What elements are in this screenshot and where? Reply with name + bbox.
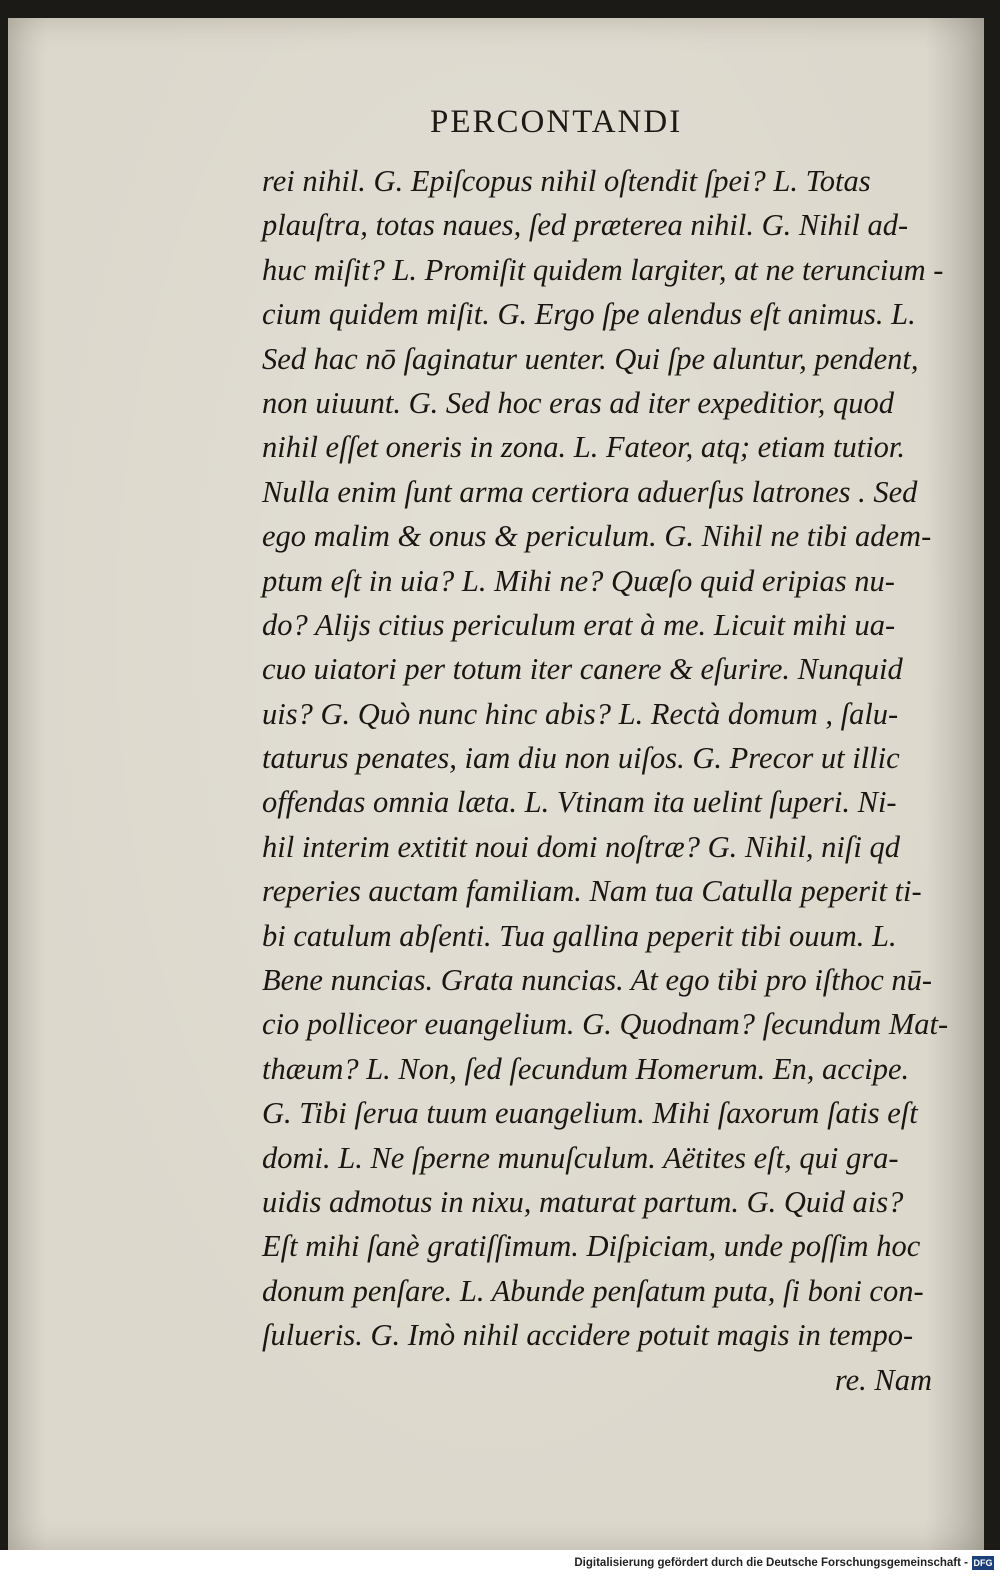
- text-line: cio polliceor euangelium. G. Quodnam? ſecundum Mat-: [262, 1007, 949, 1042]
- running-title: PERCONTANDI: [430, 104, 683, 140]
- text-line: bi catulum abſenti. Tua gallina peperit tibi ouum. L.: [262, 918, 897, 953]
- text-line: uidis admotus in nixu, maturat partum. G. Quid ais?: [262, 1184, 904, 1219]
- text-line: donum penſare. L. Abunde penſatum puta, ſi boni con-: [262, 1273, 924, 1308]
- text-line: Sed hac nō ſaginatur uenter. Qui ſpe aluntur, pendent,: [262, 341, 919, 376]
- dfg-credit: Digitalisierung gefördert durch die Deutsche Forschungsgemeinschaft -: [574, 1557, 968, 1569]
- page-body: [262, 159, 949, 1402]
- text-line: domi. L. Ne ſperne munuſculum. Aëtites eſt, qui gra-: [262, 1140, 899, 1175]
- digitization-footer: [0, 1550, 1000, 1579]
- text-line: Nulla enim ſunt arma certiora aduerſus latrones . Sed: [262, 474, 918, 509]
- text-line: taturus penates, iam diu non uiſos. G. Precor ut illic: [262, 741, 900, 776]
- text-line: G. Tibi ſerua tuum euangelium. Mihi ſaxorum ſatis eſt: [262, 1096, 918, 1131]
- text-line: hil interim extitit noui domi noſtræ? G. Nihil, niſi qd: [262, 829, 900, 864]
- text-line: non uiuunt. G. Sed hoc eras ad iter expeditior, quod: [262, 385, 894, 420]
- text-line: nihil eſſet oneris in zona. L. Fateor, atq; etiam tutior.: [262, 430, 906, 465]
- text-line: cium quidem miſit. G. Ergo ſpe alendus eſt animus. L.: [262, 297, 916, 332]
- dfg-logo-icon[interactable]: DFG: [973, 1558, 993, 1568]
- text-line: offendas omnia læta. L. Vtinam ita uelint ſuperi. Ni-: [262, 785, 897, 820]
- text-line: thæum? L. Non, ſed ſecundum Homerum. En, accipe.: [262, 1051, 910, 1086]
- text-line: Eſt mihi ſanè gratiſſimum. Diſpiciam, unde poſſim hoc: [262, 1229, 921, 1264]
- text-line: huc miſit? L. Promiſit quidem largiter, at ne teruncium -: [262, 252, 944, 287]
- text-line: do? Alijs citius periculum erat à me. Licuit mihi ua-: [262, 607, 896, 642]
- catchword: re. Nam: [834, 1362, 932, 1397]
- text-line: uis? G. Quò nunc hinc abis? L. Rectà domum , ſalu-: [262, 696, 899, 731]
- text-line: Bene nuncias. Grata nuncias. At ego tibi pro iſthoc nū-: [262, 963, 933, 998]
- text-line: plauſtra, totas naues, ſed præterea nihil. G. Nihil ad-: [262, 208, 909, 243]
- text-line: ptum eſt in uia? L. Mihi ne? Quæſo quid eripias nu-: [262, 563, 895, 598]
- text-line: rei nihil. G. Epiſcopus nihil oſtendit ſpei? L. Totas: [262, 164, 871, 198]
- text-line: cuo uiatori per totum iter canere & eſurire. Nunquid: [262, 652, 903, 687]
- text-line: reperies auctam familiam. Nam tua Catulla peperit ti-: [262, 874, 922, 909]
- text-line: ego malim & onus & periculum. G. Nihil ne tibi adem-: [262, 519, 932, 554]
- text-line: ſulueris. G. Imò nihil accidere potuit magis in tempo-: [262, 1318, 914, 1353]
